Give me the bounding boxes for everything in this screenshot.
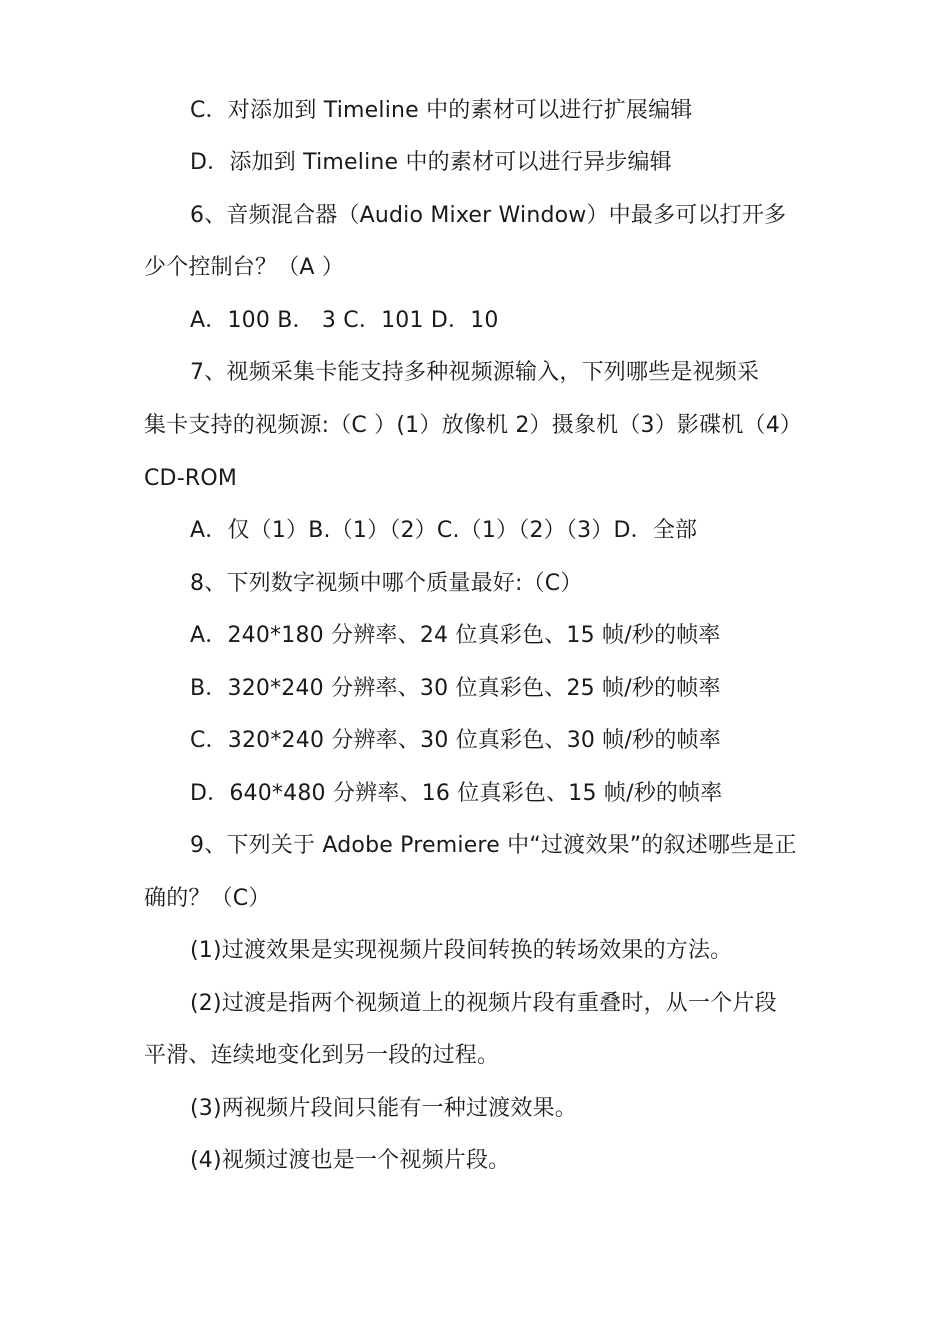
question-6-line-2: 少个控制台？（A ） xyxy=(144,255,345,280)
option-c-q5: C．对添加到 Timeline 中的素材可以进行扩展编辑 xyxy=(190,98,693,123)
question-8: 8、下列数字视频中哪个质量最好:（C） xyxy=(190,571,583,596)
option-a-q8: A．240*180 分辨率、24 位真彩色、15 帧/秒的帧率 xyxy=(190,623,721,648)
statement-1-q9: (1)过渡效果是实现视频片段间转换的转场效果的方法。 xyxy=(190,938,733,963)
question-7-line-2: 集卡支持的视频源:（C ）(1）放像机 2）摄象机（3）影碟机（4） xyxy=(144,413,803,438)
statement-2-q9-line-2: 平滑、连续地变化到另一段的过程。 xyxy=(144,1043,500,1068)
option-d-q8: D．640*480 分辨率、16 位真彩色、15 帧/秒的帧率 xyxy=(190,781,723,806)
question-9-line-2: 确的？（C） xyxy=(144,886,271,911)
question-6-line-1: 6、音频混合器（Audio Mixer Window）中最多可以打开多 xyxy=(190,203,787,228)
question-7-options: A．仅（1）B.（1）（2）C.（1）（2）（3）D．全部 xyxy=(190,518,698,543)
statement-2-q9-line-1: (2)过渡是指两个视频道上的视频片段有重叠时，从一个片段 xyxy=(190,991,777,1016)
question-9-line-1: 9、下列关于 Adobe Premiere 中“过渡效果”的叙述哪些是正 xyxy=(190,833,797,858)
option-d-q5: D．添加到 Timeline 中的素材可以进行异步编辑 xyxy=(190,150,672,175)
option-b-q8: B．320*240 分辨率、30 位真彩色、25 帧/秒的帧率 xyxy=(190,676,721,701)
question-6-options: A．100 B． 3 C．101 D．10 xyxy=(190,308,499,333)
statement-4-q9: (4)视频过渡也是一个视频片段。 xyxy=(190,1148,511,1173)
statement-3-q9: (3)两视频片段间只能有一种过渡效果。 xyxy=(190,1096,577,1121)
question-7-line-3: CD-ROM xyxy=(144,466,238,491)
option-c-q8: C．320*240 分辨率、30 位真彩色、30 帧/秒的帧率 xyxy=(190,728,721,753)
question-7-line-1: 7、视频采集卡能支持多种视频源输入，下列哪些是视频采 xyxy=(190,360,760,385)
